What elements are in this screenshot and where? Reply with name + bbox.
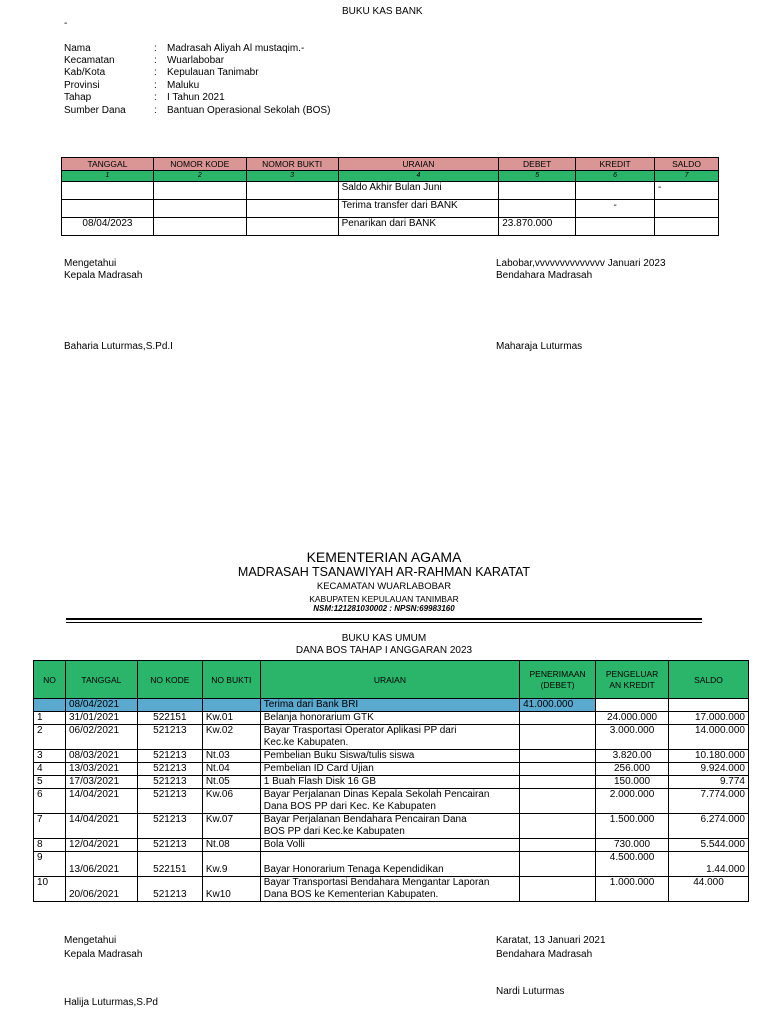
table-row [34, 852, 749, 877]
info-label-kecamatan: Kecamatan [64, 55, 115, 66]
info-label-kabkota: Kab/Kota [64, 67, 106, 78]
header-no: NO [34, 661, 66, 699]
cell-kode: 521213 [137, 763, 202, 776]
cell-kode: 522151 [137, 852, 202, 877]
kop-divider-thin [66, 622, 702, 623]
cell-debet [520, 789, 596, 814]
cell-saldo: 44.000 [669, 877, 749, 902]
cell-tanggal: 14/04/2021 [65, 814, 137, 839]
cell-bukti: Nt.05 [202, 776, 260, 789]
sign-right-name: Maharaja Luturmas [496, 341, 583, 352]
cell-kredit [596, 699, 669, 712]
cell-kode [153, 200, 246, 218]
table-row [62, 200, 719, 218]
cell-debet [499, 182, 576, 200]
info-sep: : [154, 55, 157, 66]
cell-bukti: Nt.03 [202, 750, 260, 763]
info-value-tahap: I Tahun 2021 [167, 92, 225, 103]
cell-saldo: 7.774.000 [669, 789, 749, 814]
cell-debet [520, 877, 596, 902]
cell-saldo: 1.44.000 [669, 852, 749, 877]
sign-left-name: Baharia Luturmas,S.Pd.I [64, 341, 173, 352]
umum-title2: DANA BOS TAHAP I ANGGARAN 2023 [295, 645, 473, 656]
cell-kode: 521213 [137, 877, 202, 902]
cell-bukti: Kw.06 [202, 789, 260, 814]
header-kode: NO KODE [137, 661, 202, 699]
uraian-line1: Belanja honorarium GTK [263, 712, 374, 723]
cell-uraian: Penarikan dari BANK [338, 218, 499, 236]
bank-header-cell: TANGGAL [62, 158, 154, 171]
table-row [34, 814, 749, 839]
cell-uraian [260, 725, 519, 750]
cell-saldo: 9.924.000 [669, 763, 749, 776]
uraian-line2: Dana BOS PP dari Kec. Ke Kabupaten [263, 801, 436, 812]
table-row [34, 789, 749, 814]
header-bukti: NO BUKTI [202, 661, 260, 699]
bank-header-cell: NOMOR KODE [153, 158, 246, 171]
bank-header-cell: URAIAN [338, 158, 499, 171]
table-row [62, 182, 719, 200]
table-row [34, 763, 749, 776]
info-value-kecamatan: Wuarlabobar [167, 55, 225, 66]
cell-saldo: 5.544.000 [669, 839, 749, 852]
table-row [34, 712, 749, 725]
kop-line3: KECAMATAN WUARLABOBAR [316, 581, 452, 592]
bank-dash: - [64, 18, 68, 29]
kop-line2: MADRASAH TSANAWIYAH AR-RAHMAN KARATAT [237, 565, 531, 579]
cell-kredit: 4.500.000 [596, 852, 669, 877]
cell-kode [153, 218, 246, 236]
cell-debet [520, 776, 596, 789]
uraian-line1: Bayar Trasportasi Operator Aplikasi PP dari [263, 725, 457, 736]
kop-divider-thick [66, 618, 702, 620]
cell-kode [137, 699, 202, 712]
cell-bukti: Kw10 [202, 877, 260, 902]
cell-no: 1 [34, 712, 66, 725]
sign-left-line2: Kepala Madrasah [64, 270, 143, 281]
cell-saldo: 6.274.000 [669, 814, 749, 839]
table-row [34, 750, 749, 763]
umum-title1: BUKU KAS UMUM [341, 633, 427, 644]
cell-kredit [576, 218, 655, 236]
bank-number-row [62, 171, 719, 182]
cell-bukti: Nt.08 [202, 839, 260, 852]
info-sep: : [154, 43, 157, 54]
cell-kode [153, 182, 246, 200]
header-penerimaan-line1: PENERIMAAN [529, 668, 586, 679]
table-row [34, 877, 749, 902]
cell-kredit: 3.820.00 [596, 750, 669, 763]
cell-bukti [246, 182, 338, 200]
cell-debet [499, 200, 576, 218]
bank-header-cell: DEBET [499, 158, 576, 171]
header-penerimaan [520, 661, 596, 699]
sign-right-line2: Bendahara Madrasah [496, 949, 593, 960]
cell-kredit: 256.000 [596, 763, 669, 776]
cell-no: 10 [34, 877, 66, 902]
cell-saldo: 9.774 [669, 776, 749, 789]
info-sep: : [154, 92, 157, 103]
bank-col-number: 1 [62, 171, 154, 182]
info-sep: : [154, 80, 157, 91]
bank-col-number: 2 [153, 171, 246, 182]
cell-bukti [202, 699, 260, 712]
info-value-nama: Madrasah Aliyah Al mustaqim.- [167, 43, 305, 54]
table-row-opening [34, 699, 749, 712]
cell-uraian [260, 852, 519, 877]
sign-left-line1: Mengetahui [64, 258, 117, 269]
cell-kode: 521213 [137, 776, 202, 789]
cell-saldo: 10.180.000 [669, 750, 749, 763]
cell-tanggal: 06/02/2021 [65, 725, 137, 750]
umum-header-row [34, 661, 749, 699]
info-label-sumber-dana: Sumber Dana [64, 105, 126, 116]
cell-kode: 521213 [137, 814, 202, 839]
header-uraian: URAIAN [260, 661, 519, 699]
cell-uraian [260, 814, 519, 839]
cell-uraian [260, 712, 519, 725]
cell-no: 5 [34, 776, 66, 789]
cell-kredit [576, 182, 655, 200]
cell-no: 4 [34, 763, 66, 776]
cell-kredit: 3.000.000 [596, 725, 669, 750]
header-tanggal: TANGGAL [65, 661, 137, 699]
bank-header-row [62, 158, 719, 171]
cell-no: 2 [34, 725, 66, 750]
cell-no: 3 [34, 750, 66, 763]
cell-bukti: Kw.01 [202, 712, 260, 725]
cell-kode: 521213 [137, 725, 202, 750]
cell-bukti: Kw.07 [202, 814, 260, 839]
cell-tanggal: 17/03/2021 [65, 776, 137, 789]
bank-col-number: 6 [576, 171, 655, 182]
cell-kredit: 2.000.000 [596, 789, 669, 814]
table-row [34, 725, 749, 750]
info-label-tahap: Tahap [64, 92, 92, 103]
table-row [34, 839, 749, 852]
cell-uraian [260, 750, 519, 763]
bank-col-number: 4 [338, 171, 499, 182]
bank-col-number: 7 [655, 171, 719, 182]
cell-bukti: Nt.04 [202, 763, 260, 776]
cell-uraian [260, 877, 519, 902]
cell-bukti: Kw.9 [202, 852, 260, 877]
cell-tanggal: 14/04/2021 [65, 789, 137, 814]
info-value-provinsi: Maluku [167, 80, 200, 91]
bank-header-cell: SALDO [655, 158, 719, 171]
uraian-line2: Kec.ke Kabupaten. [263, 737, 349, 748]
cell-uraian [260, 776, 519, 789]
cell-no: 7 [34, 814, 66, 839]
cell-no: 9 [34, 852, 66, 877]
cell-no: 6 [34, 789, 66, 814]
cell-kredit: 24.000.000 [596, 712, 669, 725]
header-pengeluaran-line2: AN KREDIT [609, 679, 655, 690]
cell-tanggal: 20/06/2021 [65, 877, 137, 902]
cell-saldo: 17.000.000 [669, 712, 749, 725]
cell-kredit: 730.000 [596, 839, 669, 852]
cell-uraian: Terima dari Bank BRI [260, 699, 519, 712]
sign-right-line1: Labobar,vvvvvvvvvvvvvv Januari 2023 [496, 258, 666, 269]
cell-tanggal: 08/03/2021 [65, 750, 137, 763]
sign-left-line2: Kepala Madrasah [64, 949, 143, 960]
uraian-line1: Bola Volli [263, 839, 305, 850]
info-value-sumber-dana: Bantuan Operasional Sekolah (BOS) [167, 105, 331, 116]
uraian-line1: Pembelian Buku Siswa/tulis siswa [263, 750, 415, 761]
cell-tanggal [62, 182, 154, 200]
info-value-kabkota: Kepulauan Tanimabr [167, 67, 259, 78]
kop-line5: NSM:121281030002 : NPSN:69983160 [313, 604, 455, 613]
uraian-line2: BOS PP dari Kec.ke Kabupaten [263, 826, 405, 837]
cell-debet [520, 852, 596, 877]
cell-uraian: Saldo Akhir Bulan Juni [338, 182, 499, 200]
cell-saldo: 14.000.000 [669, 725, 749, 750]
cell-debet [520, 750, 596, 763]
cell-saldo [655, 218, 719, 236]
cell-kredit: 150.000 [596, 776, 669, 789]
header-penerimaan-line2: (DEBET) [540, 679, 575, 690]
info-sep: : [154, 67, 157, 78]
cell-uraian [260, 839, 519, 852]
cell-bukti: Kw.02 [202, 725, 260, 750]
cell-debet [520, 712, 596, 725]
header-saldo: SALDO [669, 661, 749, 699]
uraian-line2: Dana BOS ke Kementerian Kabupaten. [263, 889, 439, 900]
cell-saldo: - [655, 182, 719, 200]
sign-right-name: Nardi Luturmas [496, 986, 565, 997]
cell-tanggal: 13/06/2021 [65, 852, 137, 877]
bank-header-cell: NOMOR BUKTI [246, 158, 338, 171]
sign-right-line1: Karatat, 13 Januari 2021 [496, 935, 606, 946]
cell-saldo [669, 699, 749, 712]
cell-tanggal: 08/04/2023 [62, 218, 154, 236]
cell-kode: 521213 [137, 789, 202, 814]
cell-kode: 521213 [137, 839, 202, 852]
uraian-line1: Bayar Perjalanan Bendahara Pencairan Dana [263, 814, 467, 825]
table-row [34, 776, 749, 789]
header-pengeluaran [596, 661, 669, 699]
table-row [62, 218, 719, 236]
uraian-line1: 1 Buah Flash Disk 16 GB [263, 776, 377, 787]
cell-tanggal: 12/04/2021 [65, 839, 137, 852]
bank-table [61, 157, 719, 236]
cell-debet [520, 763, 596, 776]
cell-debet: 23.870.000 [499, 218, 576, 236]
sign-left-name: Halija Luturmas,S.Pd [64, 997, 158, 1008]
bank-col-number: 3 [246, 171, 338, 182]
cell-debet: 41.000.000 [520, 699, 596, 712]
cell-no: 8 [34, 839, 66, 852]
cell-tanggal [62, 200, 154, 218]
info-sep: : [154, 105, 157, 116]
cell-uraian [260, 789, 519, 814]
cell-tanggal: 13/03/2021 [65, 763, 137, 776]
sign-left-line1: Mengetahui [64, 935, 117, 946]
cell-debet [520, 839, 596, 852]
cell-debet [520, 814, 596, 839]
umum-table [33, 660, 749, 902]
header-pengeluaran-line1: PENGELUAR [605, 668, 659, 679]
cell-tanggal: 31/01/2021 [65, 712, 137, 725]
cell-saldo [655, 200, 719, 218]
cell-kode: 522151 [137, 712, 202, 725]
kop-line4: KABUPATEN KEPULAUAN TANIMBAR [309, 594, 459, 604]
cell-kode: 521213 [137, 750, 202, 763]
uraian-line1: Bayar Transportasi Bendahara Mengantar Laporan [263, 877, 490, 888]
cell-uraian [260, 763, 519, 776]
kop-line1: KEMENTERIAN AGAMA [306, 549, 462, 565]
cell-tanggal: 08/04/2021 [65, 699, 137, 712]
cell-no [34, 699, 66, 712]
uraian-line2: Bayar Honorarium Tenaga Kependidikan [263, 864, 444, 875]
uraian-line1: Pembelian ID Card Ujian [263, 763, 374, 774]
cell-debet [520, 725, 596, 750]
cell-uraian: Terima transfer dari BANK [338, 200, 499, 218]
bank-title: BUKU KAS BANK [342, 6, 423, 17]
info-label-provinsi: Provinsi [64, 80, 100, 91]
bank-col-number: 5 [499, 171, 576, 182]
bank-header-cell: KREDIT [576, 158, 655, 171]
info-label-nama: Nama [64, 43, 91, 54]
uraian-line1: Bayar Perjalanan Dinas Kepala Sekolah Pencairan [263, 789, 490, 800]
uraian-line1 [264, 852, 516, 864]
sign-right-line2: Bendahara Madrasah [496, 270, 593, 281]
cell-kredit: 1.000.000 [596, 877, 669, 902]
cell-kredit: - [576, 200, 655, 218]
cell-bukti [246, 200, 338, 218]
cell-kredit: 1.500.000 [596, 814, 669, 839]
cell-bukti [246, 218, 338, 236]
